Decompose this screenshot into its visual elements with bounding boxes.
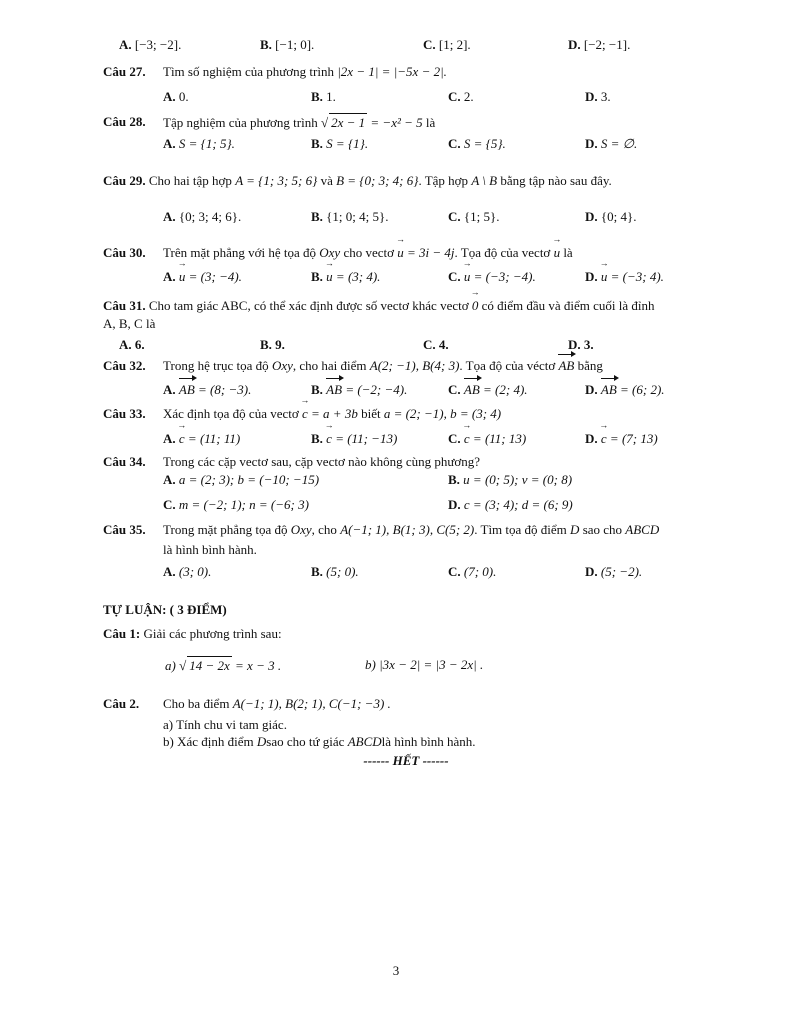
q28-options bbox=[0, 135, 792, 153]
q32-label: Câu 32. bbox=[103, 358, 146, 373]
q29-set-a: A = {1; 3; 5; 6} bbox=[235, 173, 318, 188]
q28-equation-rest: = −x² − 5 bbox=[370, 115, 423, 130]
q33-label: Câu 33. bbox=[103, 406, 146, 421]
q30-u-definition: = 3i − 4j bbox=[406, 245, 455, 260]
q33-given: a = (2; −1), b = (3; 4) bbox=[383, 406, 502, 421]
q26-options bbox=[0, 36, 792, 54]
q28-label: Câu 28. bbox=[103, 114, 146, 129]
q35-option-a[interactable]: A. (3; 0). bbox=[163, 564, 212, 579]
vector-u: → u bbox=[397, 244, 404, 262]
q33-stem: Câu 33. Xác định tọa độ của vectơ → c = a + 3b biết a = (2; −1), b = (3; 4) bbox=[0, 405, 792, 423]
q32-option-b[interactable]: B. AB = (−2; −4). bbox=[311, 382, 408, 397]
q31-options bbox=[0, 336, 792, 354]
q33-option-a[interactable]: A. → c = (11; 11) bbox=[163, 430, 240, 448]
q30-option-a[interactable]: A. → u = (3; −4). bbox=[163, 268, 242, 286]
q35-option-c[interactable]: C. (7; 0). bbox=[448, 564, 497, 579]
zero-vector: → 0 bbox=[472, 297, 479, 315]
q32-option-c[interactable]: C. AB = (2; 4). bbox=[448, 382, 528, 397]
q29-option-c[interactable]: C. {1; 5}. bbox=[448, 209, 500, 224]
q27-option-c[interactable]: C. 2. bbox=[448, 89, 474, 104]
end-mark-row bbox=[0, 752, 792, 770]
q26-option-d[interactable]: D. [−2; −1]. bbox=[568, 37, 631, 52]
q32-points: A(2; −1), B(4; 3) bbox=[369, 358, 460, 373]
essay-q2-stem: Câu 2. Cho ba điểm A(−1; 1), B(2; 1), C(−1; −3) . bbox=[103, 696, 391, 711]
q31-stem-line1: Câu 31. Cho tam giác ABC, có thể xác định được số vectơ khác vectơ → 0 có điểm đầu và điểm cuối là đỉnh bbox=[0, 297, 792, 315]
q30-option-d[interactable]: D. → u = (−3; 4). bbox=[585, 268, 664, 286]
vector-c: → c bbox=[302, 405, 308, 423]
q35-options bbox=[0, 563, 792, 581]
q30-stem: Câu 30. Trên mặt phẳng với hệ tọa độ Oxy cho vectơ → u = 3i − 4j. Tọa độ của vectơ → u là bbox=[0, 244, 792, 262]
q30-label: Câu 30. bbox=[103, 245, 146, 260]
q35-label: Câu 35. bbox=[103, 522, 146, 537]
q34-option-c[interactable]: C. m = (−2; 1); n = (−6; 3) bbox=[163, 497, 309, 512]
q33-c-definition: = a + 3b bbox=[311, 406, 358, 421]
essay-q1-parts bbox=[0, 656, 792, 674]
q31-label: Câu 31. bbox=[103, 298, 146, 313]
q34-options-row1 bbox=[0, 471, 792, 489]
q34-option-a[interactable]: A. a = (2; 3); b = (−10; −15) bbox=[163, 472, 320, 487]
q27-option-b[interactable]: B. 1. bbox=[311, 89, 336, 104]
q26-option-b[interactable]: B. [−1; 0]. bbox=[260, 37, 315, 52]
q28-option-a[interactable]: A. S = {1; 5}. bbox=[163, 136, 235, 151]
essay-q2-part-a: a) Tính chu vi tam giác. bbox=[163, 717, 287, 732]
q28-text-end: là bbox=[425, 115, 436, 130]
q30-option-c[interactable]: C. → u = (−3; −4). bbox=[448, 268, 536, 286]
essay-q1-part-a: a) √ 14 − 2x = x − 3 . bbox=[165, 658, 282, 673]
q27-text: Tìm số nghiệm của phương trình bbox=[163, 64, 334, 79]
q34-stem bbox=[0, 453, 792, 471]
q31-option-c[interactable]: C. 4. bbox=[423, 337, 449, 352]
q33-options bbox=[0, 430, 792, 448]
q27-stem bbox=[0, 63, 792, 81]
q29-stem: Câu 29. Cho hai tập hợp A = {1; 3; 5; 6} và B = {0; 3; 4; 6}. Tập hợp A \ B bằng tập nào sau đây. bbox=[103, 173, 612, 188]
q35-points: A(−1; 1), B(1; 3), C(5; 2) bbox=[340, 522, 475, 537]
q31-option-b[interactable]: B. 9. bbox=[260, 337, 285, 352]
q32-option-d[interactable]: D. AB = (6; 2). bbox=[585, 382, 665, 397]
q27-options bbox=[0, 88, 792, 106]
q30-options bbox=[0, 268, 792, 286]
q29-options bbox=[0, 208, 792, 226]
q26-option-c[interactable]: C. [1; 2]. bbox=[423, 37, 471, 52]
q28-text: Tập nghiệm của phương trình bbox=[163, 115, 318, 130]
q28-option-c[interactable]: C. S = {5}. bbox=[448, 136, 506, 151]
q30-oxy: Oxy bbox=[319, 245, 341, 260]
q27-option-a[interactable]: A. 0. bbox=[163, 89, 189, 104]
page-number: 3 bbox=[392, 963, 400, 978]
q29-label: Câu 29. bbox=[103, 173, 146, 188]
q31-option-d[interactable]: D. 3. bbox=[568, 337, 594, 352]
essay-q1-label: Câu 1: bbox=[103, 626, 141, 641]
q29-option-d[interactable]: D. {0; 4}. bbox=[585, 209, 637, 224]
essay-q2-points: A(−1; 1), B(2; 1), C(−1; −3) . bbox=[232, 696, 391, 711]
q35-stem-line1: Câu 35. Trong mặt phẳng tọa độ Oxy, cho A(−1; 1), B(1; 3), C(5; 2). Tìm tọa độ điểm D sao cho ABCD bbox=[103, 522, 660, 537]
q32-option-a[interactable]: A. AB = (8; −3). bbox=[163, 382, 252, 397]
q31-option-a[interactable]: A. 6. bbox=[119, 337, 145, 352]
q27-label: Câu 27. bbox=[103, 64, 146, 79]
essay-q1-stem: Câu 1: Giải các phương trình sau: bbox=[103, 626, 282, 641]
q31-stem-line2: A, B, C là bbox=[103, 316, 156, 331]
essay-heading-row bbox=[0, 601, 792, 619]
q34-text: Trong các cặp vectơ sau, cặp vectơ nào không cùng phương? bbox=[163, 454, 481, 469]
q33-option-b[interactable]: B. → c = (11; −13) bbox=[311, 430, 397, 448]
vector-ab: AB bbox=[558, 358, 575, 373]
q30-option-b[interactable]: B. → u = (3; 4). bbox=[311, 268, 380, 286]
q29-option-b[interactable]: B. {1; 0; 4; 5}. bbox=[311, 209, 389, 224]
q32-stem: Câu 32. Trong hệ trục tọa độ Oxy, cho hai điểm A(2; −1), B(4; 3). Tọa độ của véctơ AB bằng bbox=[103, 358, 603, 373]
q34-options-row2 bbox=[0, 496, 792, 514]
q34-option-d[interactable]: D. c = (3; 4); d = (6; 9) bbox=[448, 497, 573, 512]
q28-option-d[interactable]: D. S = ∅. bbox=[585, 136, 638, 151]
end-mark: ------ HẾT ------ bbox=[363, 753, 449, 768]
q28-sqrt-inner: 2x − 1 bbox=[331, 115, 366, 130]
q34-option-b[interactable]: B. u = (0; 5); v = (0; 8) bbox=[448, 472, 573, 487]
q33-option-c[interactable]: C. → c = (11; 13) bbox=[448, 430, 526, 448]
q29-difference: A \ B bbox=[471, 173, 498, 188]
q29-option-a[interactable]: A. {0; 3; 4; 6}. bbox=[163, 209, 242, 224]
essay-q2-part-b: b) Xác định điểm Dsao cho tứ giác ABCDlà hình bình hành. bbox=[163, 734, 476, 749]
q33-option-d[interactable]: D. → c = (7; 13) bbox=[585, 430, 658, 448]
q26-option-a[interactable]: A. [−3; −2]. bbox=[119, 37, 182, 52]
q32-options bbox=[0, 381, 792, 399]
q27-option-d[interactable]: D. 3. bbox=[585, 89, 611, 104]
essay-q2-label: Câu 2. bbox=[103, 696, 140, 711]
q35-option-d[interactable]: D. (5; −2). bbox=[585, 564, 643, 579]
q28-stem bbox=[0, 113, 792, 131]
essay-q1-part-b: b) |3x − 2| = |3 − 2x| . bbox=[365, 657, 484, 672]
q34-label: Câu 34. bbox=[103, 454, 146, 469]
q28-option-b[interactable]: B. S = {1}. bbox=[311, 136, 369, 151]
essay-heading: TỰ LUẬN: ( 3 ĐIỂM) bbox=[103, 602, 227, 617]
q27-equation: |2x − 1| = |−5x − 2|. bbox=[337, 64, 447, 79]
q35-stem-line2: là hình bình hành. bbox=[163, 542, 257, 557]
q29-set-b: B = {0; 3; 4; 6} bbox=[336, 173, 419, 188]
vector-u: → u bbox=[554, 244, 561, 262]
sqrt-symbol: √ bbox=[320, 115, 329, 130]
q35-option-b[interactable]: B. (5; 0). bbox=[311, 564, 359, 579]
